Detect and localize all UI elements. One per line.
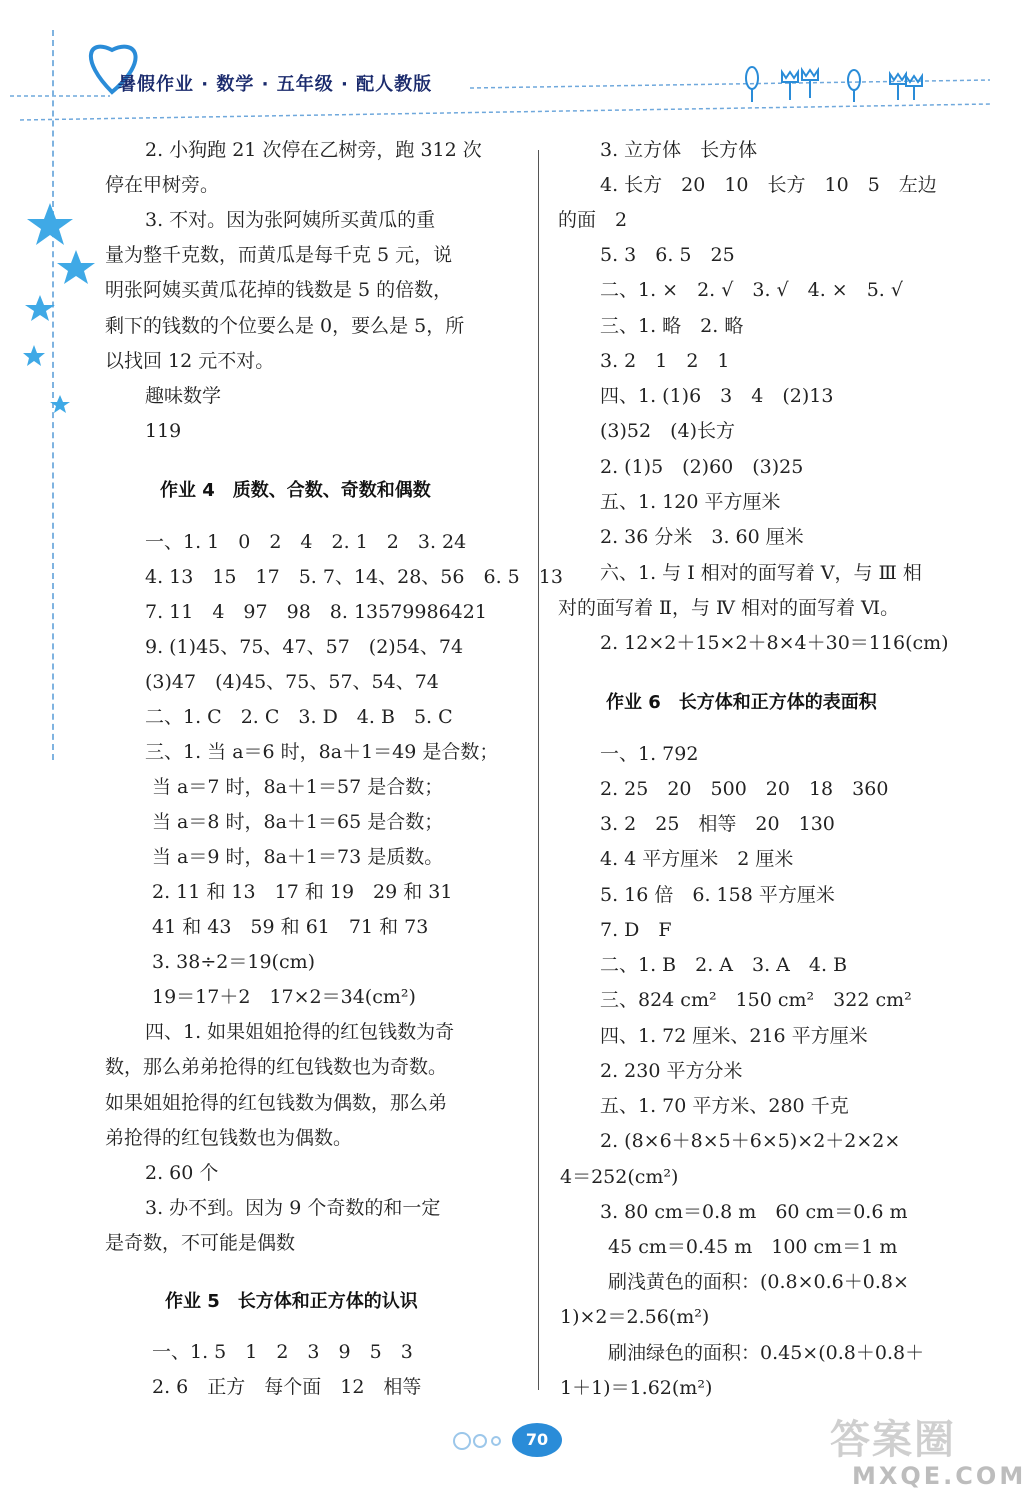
answer-line: 一、1. 1 0 2 4 2. 1 2 3. 24 bbox=[145, 531, 467, 553]
answer-line: 41 和 43 59 和 61 71 和 73 bbox=[152, 916, 429, 938]
page-number: 70 bbox=[512, 1423, 562, 1457]
answer-line: 4. 4 平方厘米 2 厘米 bbox=[600, 848, 794, 870]
answer-line: 二、1. × 2. √ 3. √ 4. × 5. √ bbox=[600, 279, 903, 301]
answer-line: 剩下的钱数的个位要么是 0，要么是 5，所 bbox=[105, 315, 465, 337]
answer-line: 数，那么弟弟抢得的红包钱数也为奇数。 bbox=[105, 1056, 448, 1078]
answer-line: 2. 6 正方 每个面 12 相等 bbox=[152, 1376, 422, 1398]
answer-line: 五、1. 120 平方厘米 bbox=[600, 491, 781, 513]
watermark-url: MXQE.COM bbox=[852, 1462, 1026, 1490]
answer-line: 119 bbox=[145, 420, 182, 442]
footer-swirl-icon bbox=[450, 1428, 510, 1454]
answer-line: 四、1. 如果姐姐抢得的红包钱数为奇 bbox=[145, 1021, 455, 1043]
answer-line: 停在甲树旁。 bbox=[105, 174, 220, 196]
answer-line: 2. (1)5 (2)60 (3)25 bbox=[600, 456, 804, 478]
answer-line: 2. 12×2＋15×2＋8×4＋30＝116(cm) bbox=[600, 632, 949, 654]
answer-line: 2. 25 20 500 20 18 360 bbox=[600, 778, 889, 800]
answer-line: 9. (1)45、75、47、57 (2)54、74 bbox=[145, 636, 464, 658]
answer-line: 19＝17＋2 17×2＝34(cm²) bbox=[152, 986, 416, 1008]
star-icons bbox=[18, 195, 108, 425]
column-divider bbox=[538, 150, 539, 1390]
answer-line: 的面 2 bbox=[558, 209, 628, 231]
answer-line: 5. 16 倍 6. 158 平方厘米 bbox=[600, 884, 835, 906]
section-title-5: 作业 5 长方体和正方体的认识 bbox=[165, 1291, 418, 1312]
answer-line: 刷浅黄色的面积：(0.8×0.6＋0.8× bbox=[608, 1271, 909, 1293]
answer-line: 4. 13 15 17 5. 7、14、28、56 6. 5 13 bbox=[145, 566, 563, 588]
answer-line: 1)×2＝2.56(m²) bbox=[560, 1306, 710, 1328]
answer-line: 7. D F bbox=[600, 919, 672, 941]
answer-line: 一、1. 792 bbox=[600, 743, 699, 765]
answer-line: 2. 11 和 13 17 和 19 29 和 31 bbox=[152, 881, 453, 903]
watermark-logo: 答案圈 bbox=[830, 1417, 956, 1463]
answer-line: 2. 小狗跑 21 次停在乙树旁，跑 312 次 bbox=[145, 139, 482, 161]
answer-line: 2. 230 平方分米 bbox=[600, 1060, 743, 1082]
answer-line: 是奇数，不可能是偶数 bbox=[105, 1232, 296, 1254]
answer-line: 7. 11 4 97 98 8. 13579986421 bbox=[145, 601, 487, 623]
header-decoration bbox=[0, 0, 1000, 120]
answer-line: 二、1. C 2. C 3. D 4. B 5. C bbox=[145, 706, 453, 728]
answer-line: 一、1. 5 1 2 3 9 5 3 bbox=[152, 1341, 413, 1363]
answer-line: 五、1. 70 平方米、280 千克 bbox=[600, 1095, 849, 1117]
answer-line: (3)52 (4)长方 bbox=[600, 420, 736, 442]
answer-line: 四、1. (1)6 3 4 (2)13 bbox=[600, 385, 834, 407]
answer-line: 3. 2 1 2 1 bbox=[600, 350, 730, 372]
answer-line: 以找回 12 元不对。 bbox=[105, 350, 275, 372]
answer-line: 2. 60 个 bbox=[145, 1162, 219, 1184]
answer-line: 二、1. B 2. A 3. A 4. B bbox=[600, 954, 848, 976]
answer-line: 弟抢得的红包钱数也为偶数。 bbox=[105, 1127, 353, 1149]
answer-line: 当 a＝8 时，8a＋1＝65 是合数； bbox=[152, 811, 444, 833]
answer-line: 六、1. 与 Ⅰ 相对的面写着 Ⅴ，与 Ⅲ 相 bbox=[600, 562, 922, 584]
answer-line: 2. (8×6＋8×5＋6×5)×2＋2×2× bbox=[600, 1130, 901, 1152]
section-label: 趣味数学 bbox=[145, 385, 222, 407]
answer-line: 当 a＝9 时，8a＋1＝73 是质数。 bbox=[152, 846, 444, 868]
tulip-icons bbox=[746, 67, 922, 102]
answer-line: 三、824 cm² 150 cm² 322 cm² bbox=[600, 989, 912, 1011]
answer-line: 刷油绿色的面积：0.45×(0.8＋0.8＋ bbox=[608, 1342, 925, 1364]
answer-line: 3. 不对。因为张阿姨所买黄瓜的重 bbox=[145, 209, 436, 231]
answer-line: 三、1. 当 a＝6 时，8a＋1＝49 是合数； bbox=[145, 741, 499, 763]
section-title-6: 作业 6 长方体和正方体的表面积 bbox=[606, 692, 877, 713]
section-title-4: 作业 4 质数、合数、奇数和偶数 bbox=[160, 480, 431, 501]
answer-line: 如果姐姐抢得的红包钱数为偶数，那么弟 bbox=[105, 1092, 448, 1114]
answer-line: 对的面写着 Ⅱ，与 Ⅳ 相对的面写着 Ⅵ。 bbox=[558, 597, 900, 619]
answer-line: 45 cm＝0.45 m 100 cm＝1 m bbox=[608, 1236, 898, 1258]
answer-line: 4＝252(cm²) bbox=[560, 1166, 679, 1188]
answer-line: 3. 38÷2＝19(cm) bbox=[152, 951, 316, 973]
answer-line: 3. 办不到。因为 9 个奇数的和一定 bbox=[145, 1197, 441, 1219]
answer-line: 当 a＝7 时，8a＋1＝57 是合数； bbox=[152, 776, 444, 798]
answer-line: 明张阿姨买黄瓜花掉的钱数是 5 的倍数， bbox=[105, 279, 453, 301]
answer-line: 4. 长方 20 10 长方 10 5 左边 bbox=[600, 174, 937, 196]
answer-line: 四、1. 72 厘米、216 平方厘米 bbox=[600, 1025, 868, 1047]
answer-line: 3. 2 25 相等 20 130 bbox=[600, 813, 835, 835]
answer-line: 3. 立方体 长方体 bbox=[600, 139, 758, 161]
answer-line: 量为整千克数，而黄瓜是每千克 5 元，说 bbox=[105, 244, 453, 266]
answer-line: 2. 36 分米 3. 60 厘米 bbox=[600, 526, 804, 548]
answer-line: 3. 80 cm＝0.8 m 60 cm＝0.6 m bbox=[600, 1201, 908, 1223]
answer-line: (3)47 (4)45、75、57、54、74 bbox=[145, 671, 439, 693]
answer-line: 三、1. 略 2. 略 bbox=[600, 315, 744, 337]
answer-line: 5. 3 6. 5 25 bbox=[600, 244, 735, 266]
header-title: 暑假作业 · 数学 · 五年级 · 配人教版 bbox=[118, 74, 433, 95]
answer-line: 1＋1)＝1.62(m²) bbox=[560, 1377, 713, 1399]
